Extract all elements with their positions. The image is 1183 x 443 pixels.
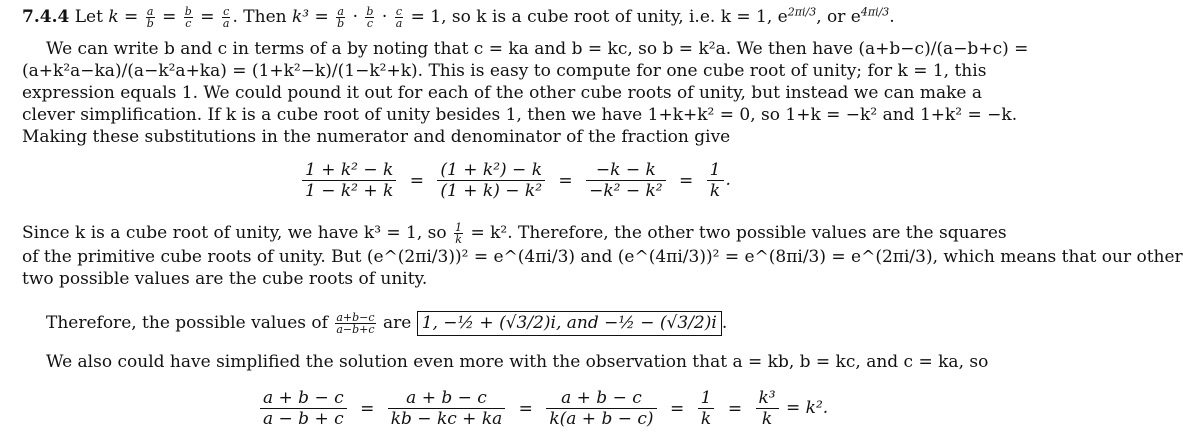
k-cubed: k³ =: [291, 7, 335, 27]
boxed-answer: 1, −½ + (√3/2)i, and −½ − (√3/2)i: [417, 311, 722, 336]
para1-line5: Making these substitutions in the numerator and denominator of the fraction give: [22, 127, 731, 147]
then-text: . Then: [232, 7, 292, 27]
para1-line4: clever simplification. If k is a cube root of unity besides 1, then we have 1+k+k² = 0, so 1+k = −k² and 1+k² = −k.: [22, 105, 1018, 125]
ratio-c-a: $\frac{c}{a}$: [222, 5, 230, 30]
k-eq: k =: [108, 7, 144, 27]
let-text: Let: [74, 7, 109, 27]
problem-number: 7.4.4: [22, 7, 70, 27]
fraction: $\frac{\text{(1 + k²) − k}}{\text{(1 + k) − k²}}$: [437, 160, 545, 201]
fraction: $\frac{1}{k}$: [707, 160, 724, 201]
fraction: $\frac{a + b - c}{kb - kc + ka}$: [388, 388, 506, 429]
para1-line3: expression equals 1. We could pound it out for each of the other cube roots of unity, but instead we can make a: [22, 83, 982, 103]
para3-line: We also could have simplified the solution even more with the observation that a = kb, b = kc, and c = ka, so: [46, 352, 989, 372]
exp-4pi3: 4πi/3: [860, 5, 890, 19]
cube-root-text: = 1, so k is a cube root of unity, i.e. k = 1, e: [405, 7, 788, 27]
ratio-b-c-2: $\frac{b}{c}$: [366, 5, 374, 30]
para1-line1: We can write b and c in terms of a by noting that c = ka and b = kc, so b = k²a. We then have (a+b−c)/(a−b+c) =: [46, 39, 1029, 59]
answer-line: Therefore, the possible values of $\frac{a+b-c}{a-b+c}$ are 1, −½ + (√3/2)i, and −½ − (√3/2)i .: [46, 311, 728, 336]
fraction: $\frac{a + b - c}{k(a + b - c)}$: [546, 388, 656, 429]
fraction: $\frac{-k - k}{\text{−k² − k²}}$: [586, 160, 666, 201]
para1-line2: (a+k²a−ka)/(a−k²a+ka) = (1+k²−k)/(1−k²+k). This is easy to compute for one cube root of unity; for k = 1, this: [22, 61, 987, 81]
ratio-a-b-2: $\frac{a}{b}$: [337, 5, 345, 30]
fraction: $\frac{\text{k³}}{k}$: [756, 388, 779, 429]
fraction: $\frac{a + b - c}{a - b + c}$: [260, 388, 347, 429]
or-text: , or e: [816, 7, 861, 27]
one-over-k: $\frac{1}{k}$: [455, 221, 463, 246]
para2-line3: two possible values are the cube roots of unity.: [22, 269, 428, 289]
problem-statement-line: 7.4.4 Let k = $\frac{a}{b}$ = $\frac{b}{c}$ = $\frac{c}{a}$ . Then k³ = $\frac{a}{b}$ · $\frac{b}{c}$ · $\frac{c}{a}$ = 1, so k is a cube root of unity, i.e. k = 1, $e^{2\pi i/3}$, or $e^{4\pi i/3}$.: [22, 5, 895, 30]
answer-fraction: $\frac{a+b-c}{a-b+c}$: [336, 311, 375, 336]
fraction: $\frac{1}{k}$: [698, 388, 715, 429]
para2-line2: of the primitive cube roots of unity. But (e^(2πi/3))² = e^(4πi/3) and (e^(4πi/3))² = e^(8πi/3) = e^(2πi/3), which means that our other: [22, 247, 1183, 267]
ratio-b-c: $\frac{b}{c}$: [184, 5, 192, 30]
exp-2pi3: 2πi/3: [787, 5, 817, 19]
ratio-a-b: $\frac{a}{b}$: [146, 5, 154, 30]
display-equation-2: $\frac{a + b - c}{a - b + c}$ = $\frac{a + b - c}{kb - kc + ka}$ = $\frac{a + b - c}{k(a + b - c)}$ = $\frac{1}{k}$ = $\frac{\text{k³}}{k}$ = k².: [258, 388, 828, 429]
ratio-c-a-2: $\frac{c}{a}$: [395, 5, 403, 30]
fraction: $\frac{\text{1 + k² − k}}{\text{1 − k² + k}}$: [302, 160, 396, 201]
para2-line1: Since k is a cube root of unity, we have k³ = 1, so $\frac{1}{k}$ = k². Therefore, the other two possible values are the squares: [22, 221, 1007, 246]
display-equation-1: $\frac{\text{1 + k² − k}}{\text{1 − k² + k}}$ = $\frac{\text{(1 + k²) − k}}{\text{(1 + k) − k²}}$ = $\frac{-k - k}{\text{−k² − k²}}$ = $\frac{1}{k}$ .: [300, 160, 731, 201]
